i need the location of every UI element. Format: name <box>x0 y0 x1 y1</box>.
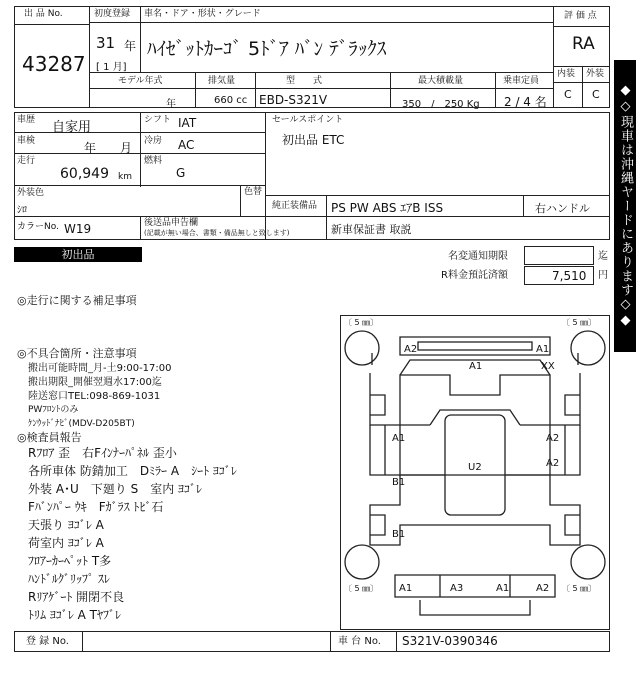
tire-front-right-depth: 〔 5 ㎜〕 <box>562 318 597 327</box>
divider <box>240 185 241 216</box>
divider <box>140 216 141 240</box>
documents-label: 後送品申告欄 <box>144 218 199 228</box>
damage-mark: A2 <box>546 458 560 469</box>
report-line: ﾌﾛｱｰｶｰﾍﾟｯﾄ T多 <box>28 554 112 568</box>
equipment-label: 純正装備品 <box>272 201 318 211</box>
exterior-score: C <box>592 88 600 101</box>
shift-label: シフト <box>144 115 172 125</box>
damage-mark: A1 <box>392 433 406 444</box>
defect-line: 陸送窓口TEL:098-869-1031 <box>28 391 161 402</box>
history-label: 車歴 <box>17 115 36 125</box>
supplement-label: ◎走行に関する補足事項 <box>17 294 137 307</box>
report-line: Rﾘｱｹﾞｰﾄ 開閉不良 <box>28 590 125 604</box>
side-banner: ◆◇現車は沖縄ヤードにあります◇◆ <box>614 60 636 352</box>
max-load: 350 / 250 Kg <box>402 99 480 110</box>
inspector-report-label: ◎検査員報告 <box>17 431 82 444</box>
first-registration-label: 初度登録 <box>94 9 131 19</box>
standard-equipment: PS PW ABS ｴｱB ISS <box>331 201 444 215</box>
color-change-label: 色替 <box>244 187 263 197</box>
model-year-unit: 年 <box>166 99 176 110</box>
damage-mark: A2 <box>546 433 560 444</box>
capacity: 2 / 4 名 <box>504 95 547 109</box>
documents-note: (記載が無い場合、書類・備品無しと致します) <box>144 229 290 237</box>
interior-label: 内装 <box>557 69 576 79</box>
report-line: 天張り ﾖｺﾞﾚ A <box>28 518 104 532</box>
damage-mark: A1 <box>496 583 510 594</box>
car-name: ﾊｲｾﾞｯﾄｶｰｺﾞ 5ﾄﾞｱ ﾊﾞﾝ ﾃﾞﾗｯｸｽ <box>147 38 387 60</box>
load-label: 最大積載量 <box>418 76 464 86</box>
first-listing-badge: 初出品 <box>14 247 142 262</box>
defect-line: 搬出期限_開催翌週水17:00迄 <box>28 377 162 388</box>
registration-month: [ 1 月] <box>96 62 127 73</box>
inspection-date: 年 月 <box>84 141 133 155</box>
lot-number-label: 出 品 No. <box>24 9 63 19</box>
car-diagram <box>340 315 610 630</box>
year-unit: 年 <box>124 39 137 53</box>
overall-score: RA <box>572 34 595 54</box>
displacement-label: 排気量 <box>208 76 236 86</box>
report-line: 荷室内 ﾖｺﾞﾚ A <box>28 536 104 550</box>
damage-mark: B1 <box>392 477 406 488</box>
documents: 新車保証書 取説 <box>331 223 412 236</box>
registration-number-label: 登 録 No. <box>26 636 69 647</box>
divider <box>553 82 610 83</box>
registration-year: 31 <box>96 34 116 52</box>
mileage-unit: km <box>118 172 132 182</box>
type-label: 型 式 <box>286 76 323 86</box>
steering-side: 右ハンドル <box>535 202 590 215</box>
lot-number: 43287 <box>22 52 86 76</box>
exterior-color: ｼﾛ <box>17 205 27 216</box>
mileage: 60,949 <box>60 166 109 182</box>
tire-rear-left-depth: 〔 5 ㎜〕 <box>344 584 379 593</box>
model-year-label: モデル年式 <box>118 76 163 86</box>
car-history: 自家用 <box>52 120 92 135</box>
report-line: 外装 A･U 下廻り S 室内 ﾖｺﾞﾚ <box>28 482 203 496</box>
divider <box>523 195 524 216</box>
name-change-label: 名変通知期限 <box>448 251 508 262</box>
chassis-number-label: 車 台 No. <box>338 636 381 647</box>
recycle-fee: 7,510 <box>552 269 587 283</box>
divider <box>195 72 196 108</box>
divider <box>495 72 496 108</box>
exterior-label: 外装 <box>586 69 605 79</box>
divider <box>140 112 141 187</box>
sales-point-label: セールスポイント <box>272 115 344 125</box>
recycle-fee-label: R料金預託済額 <box>441 270 508 281</box>
divider <box>582 66 583 108</box>
divider <box>89 22 553 23</box>
report-line: Fﾊﾞﾝﾊﾟｰ ｳｷ Fｶﾞﾗｽ ﾄﾋﾞ石 <box>28 500 164 514</box>
damage-mark: A1 <box>469 361 483 372</box>
divider <box>265 195 610 196</box>
damage-mark: B1 <box>392 529 406 540</box>
divider <box>89 88 553 89</box>
fuel-label: 燃料 <box>144 156 163 166</box>
defect-line: 搬出可能時間_月-土9:00-17:00 <box>28 363 172 374</box>
color-number-label: カラーNo. <box>17 222 59 232</box>
divider <box>14 24 89 25</box>
recycle-fee-unit: 円 <box>598 270 608 281</box>
divider <box>326 195 327 216</box>
report-line: ﾊﾝﾄﾞﾙｸﾞﾘｯﾌﾟ ｽﾚ <box>28 572 110 586</box>
footer-frame <box>14 631 610 652</box>
defect-line: PWﾌﾛﾝﾄのみ <box>28 405 79 415</box>
divider <box>326 216 327 240</box>
divider <box>14 216 610 217</box>
divider <box>140 6 141 72</box>
divider <box>89 72 553 73</box>
report-line: Rﾌﾛｱ 歪 右Fｲﾝﾅｰﾊﾟﾈﾙ 歪小 <box>28 446 177 460</box>
model-type: EBD-S321V <box>259 93 328 107</box>
name-change-box <box>524 246 594 265</box>
tire-rear-right-depth: 〔 5 ㎜〕 <box>562 584 597 593</box>
divider <box>553 6 554 108</box>
divider <box>82 631 83 652</box>
displacement: 660 cc <box>214 95 248 106</box>
chassis-number: S321V-0390346 <box>402 634 498 648</box>
capacity-label: 乗車定員 <box>503 76 540 86</box>
shift-type: IAT <box>178 116 197 130</box>
damage-mark: A1 <box>399 583 413 594</box>
color-number: W19 <box>64 222 92 236</box>
defect-line: ｹﾝｳｯﾄﾞﾅﾋﾞ(MDV-D205BT) <box>28 419 135 429</box>
damage-mark: XX <box>541 361 555 372</box>
divider <box>390 72 391 108</box>
divider <box>330 631 331 652</box>
divider <box>255 72 256 108</box>
damage-mark: A2 <box>404 344 418 355</box>
damage-mark: U2 <box>468 462 482 473</box>
name-change-unit: 迄 <box>598 251 608 262</box>
report-line: ﾄﾘﾑ ﾖｺﾞﾚ A Tﾔﾌﾞﾚ <box>28 608 121 622</box>
divider <box>396 631 397 652</box>
inspection-label: 車検 <box>17 136 36 146</box>
divider <box>14 153 265 154</box>
damage-mark: A1 <box>536 344 550 355</box>
tire-front-left-depth: 〔 5 ㎜〕 <box>344 318 379 327</box>
interior-score: C <box>564 88 572 101</box>
damage-mark: A2 <box>536 583 550 594</box>
air-conditioning: AC <box>178 138 195 152</box>
damage-mark: A3 <box>450 583 464 594</box>
score-label: 評 価 点 <box>564 11 597 21</box>
ac-label: 冷房 <box>144 136 163 146</box>
divider <box>553 26 610 27</box>
defects-label: ◎不具合箇所・注意事項 <box>17 347 137 360</box>
exterior-color-label: 外装色 <box>17 188 45 198</box>
divider <box>14 185 265 186</box>
mileage-label: 走行 <box>17 156 36 166</box>
sales-point: 初出品 ETC <box>282 133 345 147</box>
divider <box>265 112 266 240</box>
fuel-type: G <box>176 166 186 180</box>
car-name-label: 車名・ドア・形状・グレード <box>144 9 261 19</box>
report-line: 各所車体 防錆加工 Dﾐﾗｰ A ｼｰﾄ ﾖｺﾞﾚ <box>28 464 237 478</box>
